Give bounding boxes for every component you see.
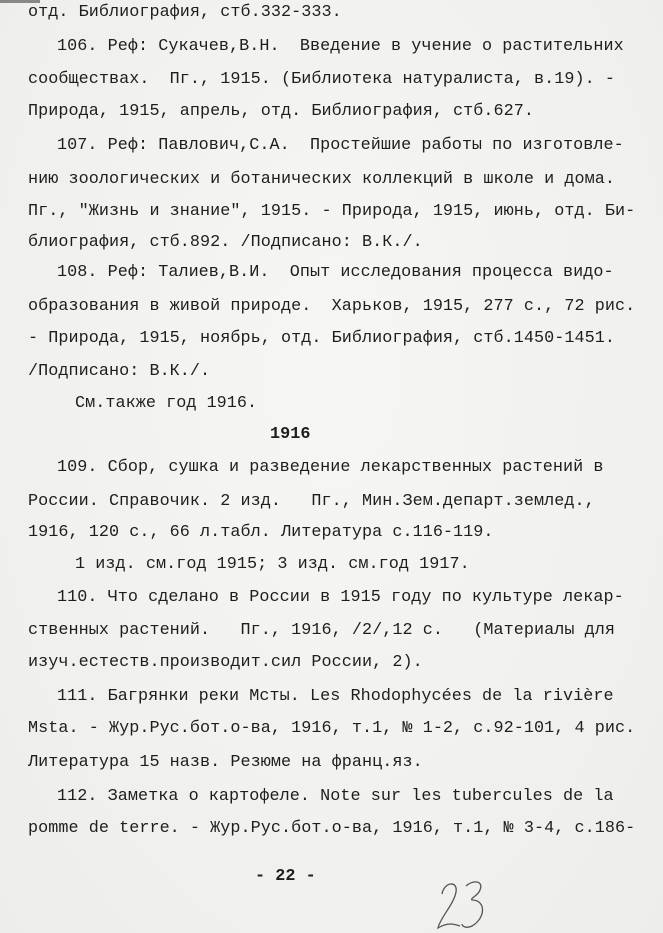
text-line: отд. Библиография, стб.332-333. [28, 3, 342, 22]
text-line: сообществах. Пг., 1915. (Библиотека натуралиста, в.19). - [28, 70, 615, 89]
year-heading: 1916 [270, 425, 311, 444]
text-line: Пг., "Жизнь и знание", 1915. - Природа, 1915, июнь, отд. Би- [28, 202, 636, 221]
text-line: pomme de terre. - Жур.Рус.бот.о-ва, 1916, т.1, № 3-4, с.186- [28, 819, 636, 838]
text-line: Msta. - Жур.Рус.бот.о-ва, 1916, т.1, № 1-2, с.92-101, 4 рис. [28, 719, 636, 738]
handwritten-page-number [432, 872, 502, 932]
entry-111: 111. Багрянки реки Мсты. Les Rhodophycées de la rivière [57, 687, 614, 706]
entry-106: 106. Реф: Сукачев,В.Н. Введение в учение о растительних [57, 37, 624, 56]
entry-107: 107. Реф: Павлович,С.А. Простейшие работы по изготовле- [57, 136, 624, 155]
text-line: блиография, стб.892. /Подписано: В.К./. [28, 233, 423, 252]
entry-108: 108. Реф: Талиев,В.И. Опыт исследования процесса видо- [57, 263, 614, 282]
edition-note: 1 изд. см.год 1915; 3 изд. см.год 1917. [75, 555, 470, 574]
text-line: /Подписано: В.К./. [28, 362, 211, 381]
text-line: 1916, 120 с., 66 л.табл. Литература с.116-119. [28, 523, 494, 542]
entry-110: 110. Что сделано в России в 1915 году по культуре лекар- [57, 588, 624, 607]
text-line: Природа, 1915, апрель, отд. Библиография, стб.627. [28, 102, 535, 121]
see-also-note: См.также год 1916. [75, 394, 258, 413]
text-line: ственных растений. Пг., 1916, /2/,12 с. (Материалы для [28, 621, 615, 640]
text-line: образования в живой природе. Харьков, 1915, 277 с., 72 рис. [28, 297, 636, 316]
text-line: Литература 15 назв. Резюме на франц.яз. [28, 753, 423, 772]
entry-109: 109. Сбор, сушка и разведение лекарственных растений в [57, 458, 604, 477]
text-line: изуч.естеств.производит.сил России, 2). [28, 653, 423, 672]
text-line: России. Справочик. 2 изд. Пг., Мин.Зем.департ.землед., [28, 492, 595, 511]
text-line: нию зоологических и ботанических коллекций в школе и дома. [28, 170, 615, 189]
text-line: - Природа, 1915, ноябрь, отд. Библиография, стб.1450-1451. [28, 329, 615, 348]
page-number: - 22 - [255, 867, 316, 886]
entry-112: 112. Заметка о картофеле. Note sur les tubercules de la [57, 787, 614, 806]
